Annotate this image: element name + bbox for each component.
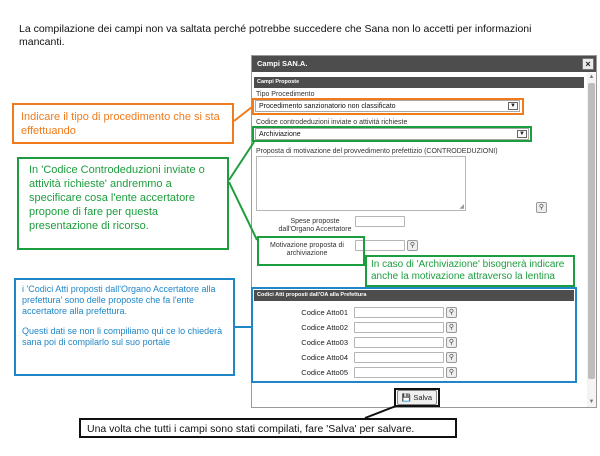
callout-save-text: Una volta che tutti i campi sono stati compilati, fare 'Salva' per salvare. <box>87 423 415 435</box>
magnifier-icon[interactable]: ⚲ <box>446 322 457 333</box>
floppy-disk-icon: 💾 <box>401 393 412 402</box>
callout-save <box>79 418 457 438</box>
codice-atto-label: Codice Atto05 <box>301 368 348 377</box>
scroll-up-icon[interactable]: ▲ <box>588 74 595 80</box>
highlight-motivazione <box>257 236 365 266</box>
callout-tipo-procedimento <box>12 103 234 144</box>
magnifier-icon[interactable]: ⚲ <box>407 240 418 251</box>
section-header-atti: Codici Atti proposti dall'OA alla Prefettura <box>254 290 574 301</box>
dialog-title: Campi SAN.A. <box>257 59 308 68</box>
codice-controdeduzioni-label: Codice controdeduzioni inviate o attività richieste <box>256 119 408 126</box>
highlight-codice-controdeduzioni <box>252 126 532 142</box>
codice-atto-label: Codice Atto04 <box>301 353 348 362</box>
callout-codice-text: In 'Codice Controdeduzioni inviate o attività richieste' andremmo a specificare cosa l'ente accertatore propone di fare per questa presentazione di ricorso. <box>29 164 205 232</box>
dialog-scrollbar[interactable] <box>587 73 596 407</box>
codice-atto-label: Codice Atto01 <box>301 308 348 317</box>
codice-atto-label: Codice Atto02 <box>301 323 348 332</box>
motivazione-archiviazione-label: Motivazione proposta di archiviazione <box>270 242 344 257</box>
callout-codici-text-2: Questi dati se non li compiliamo qui ce lo chiederà sana poi di compilarlo sul suo portale <box>22 326 223 347</box>
section-header-proposte: Campi Proposte <box>254 77 584 88</box>
close-icon[interactable]: × <box>582 58 594 70</box>
proposta-motivazione-label: Proposta di motivazione del provvedimento prefettizio (CONTRODEDUZIONI) <box>256 148 498 155</box>
highlight-tipo-procedimento <box>252 98 524 115</box>
highlight-codici-atti <box>251 287 577 383</box>
resize-grip-icon[interactable]: ◢ <box>459 204 464 210</box>
save-button-label: Salva <box>413 393 433 402</box>
scroll-thumb[interactable] <box>588 83 595 379</box>
callout-codici-atti <box>14 278 235 376</box>
magnifier-icon[interactable]: ⚲ <box>536 202 547 213</box>
codice-atto-label: Codice Atto03 <box>301 338 348 347</box>
chevron-down-icon[interactable]: ▼ <box>508 102 518 110</box>
callout-archiviazione <box>365 255 575 287</box>
tipo-procedimento-label: Tipo Procedimento <box>256 91 315 98</box>
scroll-down-icon[interactable]: ▼ <box>588 399 595 405</box>
dialog-titlebar <box>252 56 596 72</box>
spese-proposte-input[interactable] <box>355 216 405 227</box>
intro-text: La compilazione dei campi non va saltata perché potrebbe succedere che Sana non lo accetti per informazioni mancanti. <box>19 23 532 48</box>
magnifier-icon[interactable]: ⚲ <box>446 337 457 348</box>
connector-orange <box>234 107 252 121</box>
proposta-motivazione-textarea[interactable] <box>256 156 466 211</box>
codice-controdeduzioni-value: Archiviazione <box>259 131 301 138</box>
callout-codice-controdeduzioni <box>17 157 229 250</box>
magnifier-icon[interactable]: ⚲ <box>446 367 457 378</box>
spese-proposte-label: Spese proposte dall'Organo Accertatore <box>278 218 352 233</box>
callout-codici-text-1: i 'Codici Atti proposti dall'Organo Accertatore alla prefettura' sono delle proposte che fa l'ente accertatore alla prefettura. <box>22 284 216 316</box>
highlight-save-button <box>394 388 440 407</box>
magnifier-icon[interactable]: ⚲ <box>446 307 457 318</box>
chevron-down-icon[interactable]: ▼ <box>517 130 527 138</box>
callout-tipo-text: Indicare il tipo di procedimento che si sta effettuando <box>21 111 220 137</box>
callout-archiviazione-text: In caso di 'Archiviazione' bisognerà indicare anche la motivazione attraverso la lentina <box>371 259 565 282</box>
magnifier-icon[interactable]: ⚲ <box>446 352 457 363</box>
tipo-procedimento-value: Procedimento sanzionatorio non classificato <box>259 103 396 110</box>
